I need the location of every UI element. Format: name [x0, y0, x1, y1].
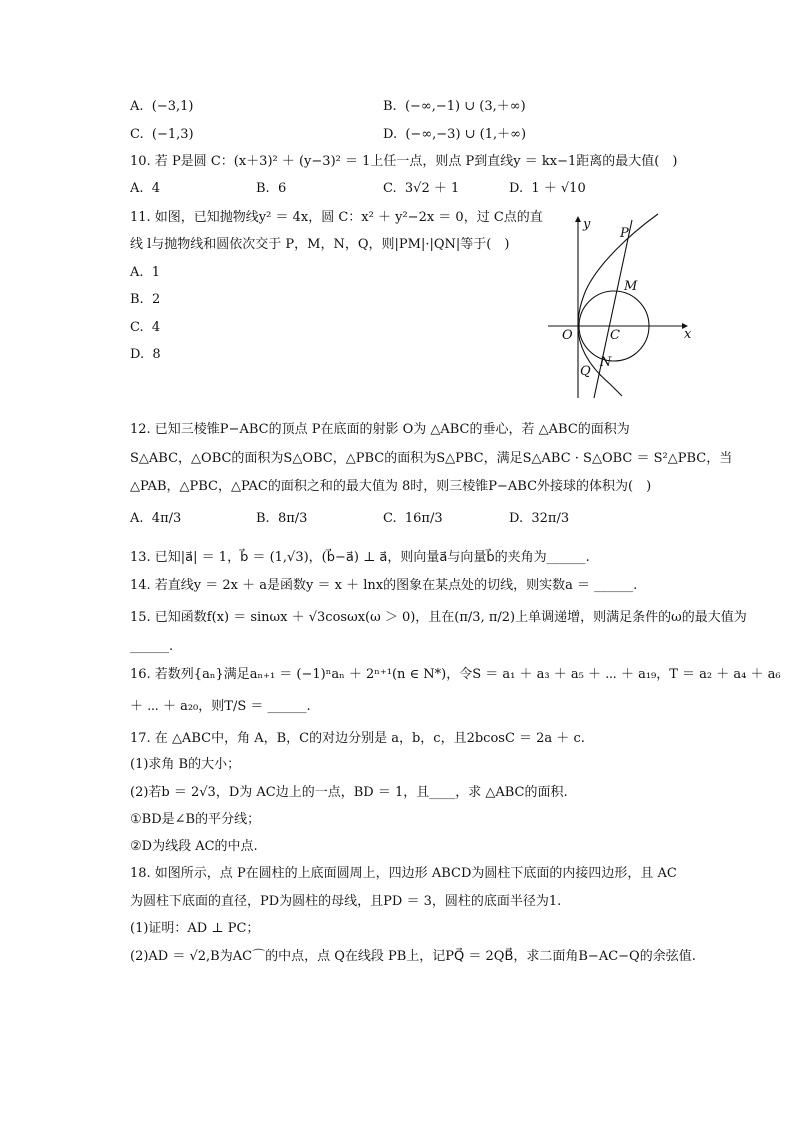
q12-stem-line3: △PAB，△PBC，△PAC的面积之和的最大值为 8时，则三棱锥P−ABC外接球的体积为( )	[130, 479, 652, 494]
q12-option-b: B. 8π/3	[256, 511, 308, 526]
q10-option-d: D. 1 ＋ √10	[509, 181, 586, 196]
q9-option-c: C. (−1,3)	[130, 127, 194, 142]
q9-option-b: B. (−∞,−1) ∪ (3,＋∞)	[383, 99, 526, 114]
q13-stem: 13. 已知|a⃗| ＝ 1，b⃗ ＝ (1,√3)，(b⃗−a⃗) ⊥ a⃗，则向量a⃗与向量b⃗的夹角为______.	[130, 550, 590, 565]
q12-option-d: D. 32π/3	[509, 511, 570, 526]
q12-stem-line1: 12. 已知三棱锥P−ABC的顶点 P在底面的射影 O为 △ABC的垂心，若 △ABC的面积为	[130, 422, 630, 437]
q15-stem-line2: ______.	[130, 639, 174, 654]
label-n: N	[600, 355, 612, 370]
q16-stem-line1: 16. 若数列{aₙ}满足aₙ₊₁ ＝ (−1)ⁿaₙ ＋ 2ⁿ⁺¹(n ∈ N*)，令S ＝ a₁ ＋ a₃ ＋ a₅ ＋ ⋯ ＋ a₁₉，T ＝ a₂ ＋ a₄ ＋ a₆	[130, 667, 781, 682]
q17-stem-line1: 17. 在 △ABC中，角 A，B，C的对边分别是 a，b，c，且2bcosC ＝ 2a ＋ c.	[130, 731, 585, 746]
q17-choice1: ①BD是∠B的平分线；	[130, 812, 261, 827]
q9-option-a: A. (−3,1)	[130, 99, 194, 114]
q10-option-a: A. 4	[130, 181, 161, 196]
line-l	[594, 220, 632, 398]
label-o: O	[562, 328, 573, 343]
label-m: M	[624, 279, 638, 294]
q17-part2: (2)若b ＝ 2√3，D为 AC边上的一点，BD ＝ 1，且____，求 △ABC的面积.	[130, 785, 568, 800]
q10-option-b: B. 6	[256, 181, 287, 196]
q12-stem-line2: S△ABC，△OBC的面积为S△OBC，△PBC的面积为S△PBC，满足S△ABC · S△OBC ＝ S²△PBC，当	[130, 451, 733, 466]
q11-option-d: D. 8	[130, 347, 161, 362]
q10-option-c: C. 3√2 ＋ 1	[383, 181, 460, 196]
label-y: y	[583, 217, 591, 232]
q11-figure	[540, 212, 700, 402]
label-p: P	[620, 226, 629, 241]
label-q: Q	[580, 364, 591, 379]
q17-choice2: ②D为线段 AC的中点.	[130, 839, 258, 854]
q10-stem: 10. 若 P是圆 C：(x＋3)² ＋ (y−3)² ＝ 1上任一点，则点 P到直线y ＝ kx−1距离的最大值( )	[130, 154, 678, 169]
q11-option-c: C. 4	[130, 320, 161, 335]
q11-stem-line1: 11. 如图，已知抛物线y² ＝ 4x，圆 C：x² ＋ y²−2x ＝ 0，过 C点的直	[130, 210, 543, 225]
q15-stem-line1: 15. 已知函数f(x) ＝ sinωx ＋ √3cosωx(ω ＞ 0)，且在(π/3, π/2)上单调递增，则满足条件的ω的最大值为	[130, 610, 747, 625]
q11-option-a: A. 1	[130, 265, 161, 280]
q18-stem-line2: 为圆柱下底面的直径，PD为圆柱的母线，且PD ＝ 3，圆柱的底面半径为1.	[130, 894, 562, 909]
q16-stem-line2: ＋ ⋯ ＋ a₂₀，则T/S ＝ ______.	[130, 699, 311, 714]
q17-part1: (1)求角 B的大小；	[130, 757, 241, 772]
q11-stem-line2: 线 l与抛物线和圆依次交于 P，M，N，Q，则|PM|·|QN|等于( )	[130, 237, 510, 252]
q12-option-a: A. 4π/3	[130, 511, 182, 526]
q14-stem: 14. 若直线y ＝ 2x ＋ a是函数y ＝ x ＋ lnx的图象在某点处的切线，则实数a ＝ ______.	[130, 578, 638, 593]
q18-part2: (2)AD ＝ √2,B为AC⌒的中点，点 Q在线段 PB上，记PQ⃗ ＝ 2QB⃗，求二面角B−AC−Q的余弦值.	[130, 949, 696, 964]
q11-option-b: B. 2	[130, 292, 161, 307]
label-c: C	[610, 328, 620, 343]
label-x: x	[684, 327, 692, 342]
q18-part1: (1)证明：AD ⊥ PC；	[130, 921, 260, 936]
q12-option-c: C. 16π/3	[383, 511, 443, 526]
q9-option-d: D. (−∞,−3) ∪ (1,＋∞)	[383, 127, 527, 142]
y-axis-arrow-icon	[575, 216, 581, 222]
q18-stem-line1: 18. 如图所示，点 P在圆柱的上底面圆周上，四边形 ABCD为圆柱下底面的内接四边形，且 AC	[130, 866, 677, 881]
